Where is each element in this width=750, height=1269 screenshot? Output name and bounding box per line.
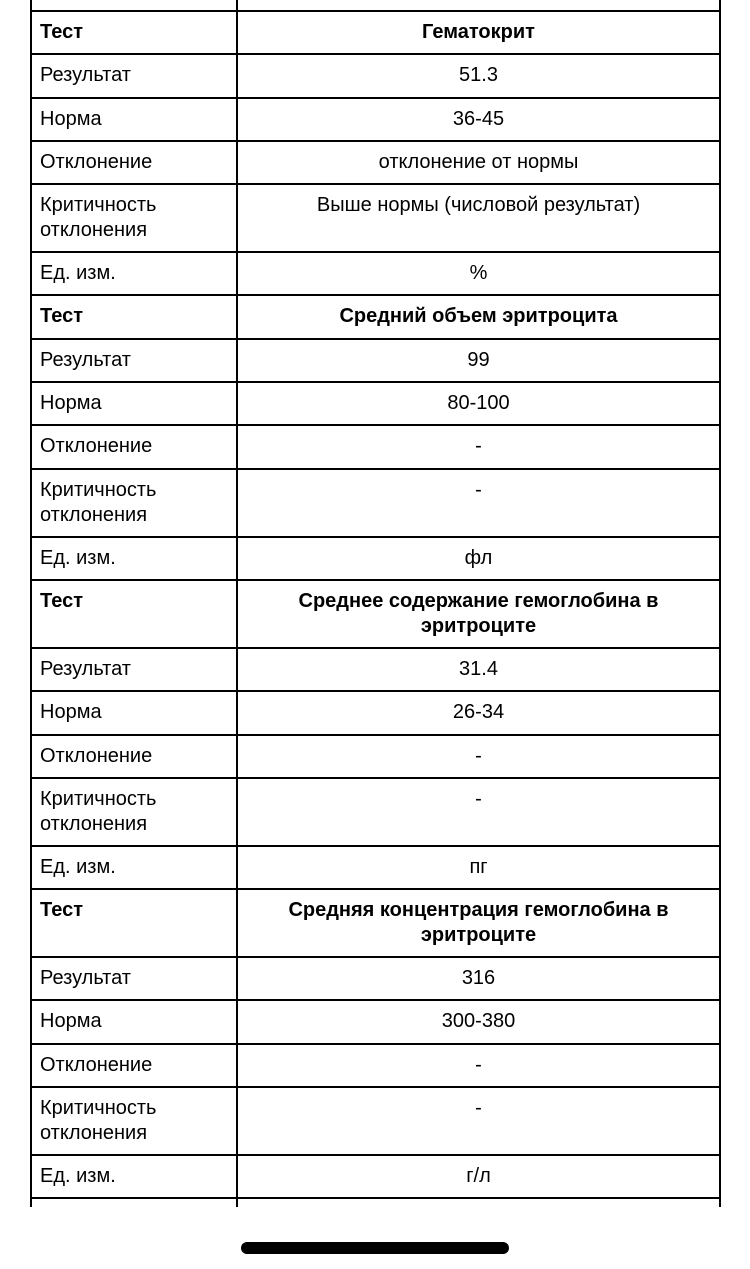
row-label: Результат — [31, 54, 237, 97]
row-label: Ед. изм. — [31, 252, 237, 295]
row-label: Отклонение — [31, 735, 237, 778]
result-row — [31, 54, 720, 97]
test-label: Тест — [31, 11, 237, 54]
test-header-row — [31, 295, 720, 338]
test-label: Тест — [31, 889, 237, 957]
row-value: - — [237, 425, 720, 468]
lab-results-table — [30, 0, 721, 1207]
row-value: г/л — [237, 1155, 720, 1198]
row-value: - — [237, 778, 720, 846]
row-value: пг — [237, 846, 720, 889]
row-label: Ед. изм. — [31, 1155, 237, 1198]
test-label: Тест — [31, 295, 237, 338]
result-row — [31, 648, 720, 691]
row-value: 51.3 — [237, 54, 720, 97]
row-value: - — [237, 1044, 720, 1087]
norm-row — [31, 98, 720, 141]
test-header-row — [31, 580, 720, 648]
table-row-partial-bottom — [31, 1198, 720, 1207]
row-label: Отклонение — [31, 425, 237, 468]
row-label: Ед. изм. — [31, 537, 237, 580]
row-label: Норма — [31, 382, 237, 425]
table-row-partial-top — [31, 0, 720, 11]
row-label: Результат — [31, 957, 237, 1000]
deviation-row — [31, 1044, 720, 1087]
row-value: 36-45 — [237, 98, 720, 141]
row-label: Норма — [31, 691, 237, 734]
test-name: Гематокрит — [237, 11, 720, 54]
deviation-row — [31, 425, 720, 468]
row-label: Результат — [31, 648, 237, 691]
row-label: Отклонение — [31, 1044, 237, 1087]
norm-row — [31, 382, 720, 425]
row-value: 31.4 — [237, 648, 720, 691]
home-indicator[interactable] — [241, 1242, 509, 1254]
test-name: Средняя концентрация гемоглобина в эритроците — [237, 889, 720, 957]
criticality-row — [31, 469, 720, 537]
table-cell-empty — [237, 0, 720, 11]
criticality-row — [31, 1087, 720, 1155]
row-value: - — [237, 735, 720, 778]
row-label: Норма — [31, 98, 237, 141]
test-name: Среднее содержание гемоглобина в эритроците — [237, 580, 720, 648]
unit-row — [31, 846, 720, 889]
norm-row — [31, 691, 720, 734]
unit-row — [31, 537, 720, 580]
row-label: Критичность отклонения — [31, 1087, 237, 1155]
table-cell-empty — [31, 1198, 237, 1207]
row-value: 80-100 — [237, 382, 720, 425]
result-row — [31, 339, 720, 382]
row-value: отклонение от нормы — [237, 141, 720, 184]
row-value: Выше нормы (числовой результат) — [237, 184, 720, 252]
row-label: Критичность отклонения — [31, 778, 237, 846]
row-value: - — [237, 1087, 720, 1155]
test-name: Средний объем эритроцита — [237, 295, 720, 338]
norm-row — [31, 1000, 720, 1043]
test-header-row — [31, 889, 720, 957]
result-row — [31, 957, 720, 1000]
row-value: 300-380 — [237, 1000, 720, 1043]
table-cell-empty — [237, 1198, 720, 1207]
unit-row — [31, 252, 720, 295]
criticality-row — [31, 184, 720, 252]
row-value: фл — [237, 537, 720, 580]
table-cell-empty — [31, 0, 237, 11]
row-label: Критичность отклонения — [31, 469, 237, 537]
test-header-row — [31, 11, 720, 54]
row-value: % — [237, 252, 720, 295]
unit-row — [31, 1155, 720, 1198]
criticality-row — [31, 778, 720, 846]
row-label: Результат — [31, 339, 237, 382]
deviation-row — [31, 735, 720, 778]
deviation-row — [31, 141, 720, 184]
row-value: 99 — [237, 339, 720, 382]
row-label: Критичность отклонения — [31, 184, 237, 252]
row-label: Отклонение — [31, 141, 237, 184]
row-value: 316 — [237, 957, 720, 1000]
row-label: Ед. изм. — [31, 846, 237, 889]
test-label: Тест — [31, 580, 237, 648]
row-value: 26-34 — [237, 691, 720, 734]
row-label: Норма — [31, 1000, 237, 1043]
row-value: - — [237, 469, 720, 537]
